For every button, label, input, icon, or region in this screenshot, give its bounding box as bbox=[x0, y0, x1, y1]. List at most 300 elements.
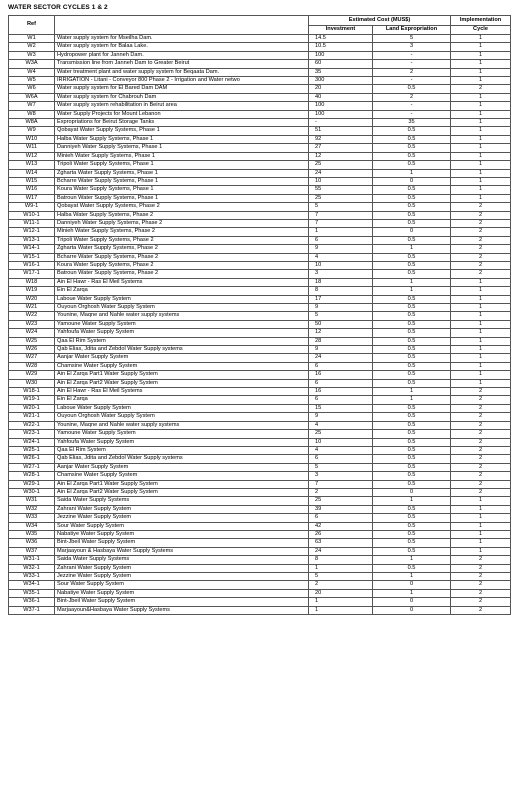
table-row bbox=[9, 93, 511, 101]
cycle-cell: 1 bbox=[451, 60, 511, 68]
land-expropriation-cell: 0.5 bbox=[373, 362, 451, 370]
table-row bbox=[9, 110, 511, 118]
land-expropriation-cell: 0.5 bbox=[373, 194, 451, 202]
land-expropriation-cell: 1 bbox=[373, 556, 451, 564]
investment-cell: 12 bbox=[309, 329, 373, 337]
table-row bbox=[9, 488, 511, 496]
ref-cell: W3A bbox=[9, 60, 55, 68]
cycle-cell: 1 bbox=[451, 346, 511, 354]
ref-cell: W33-1 bbox=[9, 573, 55, 581]
investment-cell: 7 bbox=[309, 480, 373, 488]
description-cell: Ouyoun Orghosh Water Supply System bbox=[55, 304, 309, 312]
description-cell: Bint-Jbeil Water Supply System bbox=[55, 598, 309, 606]
description-cell: Younine, Maqne and Nahle water supply systems bbox=[55, 312, 309, 320]
table-row bbox=[9, 379, 511, 387]
implementation-header: Implementation bbox=[451, 16, 511, 26]
investment-cell: 24 bbox=[309, 547, 373, 555]
land-expropriation-cell: 0.5 bbox=[373, 295, 451, 303]
table-row bbox=[9, 169, 511, 177]
table-row bbox=[9, 480, 511, 488]
land-expropriation-cell: 0.5 bbox=[373, 127, 451, 135]
investment-cell: 25 bbox=[309, 430, 373, 438]
description-cell: Zahrani Water Supply System bbox=[55, 505, 309, 513]
description-cell: Ein El Zarqa bbox=[55, 287, 309, 295]
land-expropriation-cell: 1 bbox=[373, 589, 451, 597]
land-expropriation-cell: - bbox=[373, 110, 451, 118]
description-cell: Yahfoufa Water Supply System bbox=[55, 329, 309, 337]
investment-cell: 14.5 bbox=[309, 35, 373, 43]
cycle-cell: 1 bbox=[451, 505, 511, 513]
land-expropriation-cell: - bbox=[373, 77, 451, 85]
table-row bbox=[9, 211, 511, 219]
ref-cell: W12-1 bbox=[9, 228, 55, 236]
investment-cell: 2 bbox=[309, 581, 373, 589]
cycle-cell: 2 bbox=[451, 480, 511, 488]
ref-cell: W13-1 bbox=[9, 236, 55, 244]
cycle-cell: 1 bbox=[451, 287, 511, 295]
table-row bbox=[9, 438, 511, 446]
investment-cell: 7 bbox=[309, 219, 373, 227]
investment-cell: 5 bbox=[309, 312, 373, 320]
cycle-cell: 1 bbox=[451, 68, 511, 76]
land-expropriation-cell: 0.5 bbox=[373, 219, 451, 227]
table-row bbox=[9, 119, 511, 127]
table-row bbox=[9, 194, 511, 202]
ref-cell: W19-1 bbox=[9, 396, 55, 404]
table-row bbox=[9, 270, 511, 278]
cycle-cell: 1 bbox=[451, 295, 511, 303]
investment-cell: 4 bbox=[309, 421, 373, 429]
cycle-cell: 1 bbox=[451, 514, 511, 522]
description-cell: Danniyeh Water Supply Systems, Phase 2 bbox=[55, 219, 309, 227]
description-cell: Tripoli Water Supply Systems, Phase 1 bbox=[55, 161, 309, 169]
cycle-cell: 1 bbox=[451, 127, 511, 135]
cycle-cell: 2 bbox=[451, 573, 511, 581]
cycle-cell: 1 bbox=[451, 329, 511, 337]
land-expropriation-cell: 0.5 bbox=[373, 236, 451, 244]
land-expropriation-cell: 0.5 bbox=[373, 144, 451, 152]
table-row bbox=[9, 346, 511, 354]
description-cell: Qaa El Rim System bbox=[55, 337, 309, 345]
table-row bbox=[9, 102, 511, 110]
ref-cell: W28-1 bbox=[9, 472, 55, 480]
land-expropriation-cell: 0.5 bbox=[373, 270, 451, 278]
investment-cell: 5 bbox=[309, 573, 373, 581]
cycle-cell: 2 bbox=[451, 598, 511, 606]
table-row bbox=[9, 77, 511, 85]
investment-cell: 24 bbox=[309, 354, 373, 362]
description-cell: Yahfoufa Water Supply System bbox=[55, 438, 309, 446]
land-expropriation-cell: 0.5 bbox=[373, 480, 451, 488]
investment-cell: 5 bbox=[309, 463, 373, 471]
description-cell: Ain El Zarqa Part1 Water Supply System bbox=[55, 480, 309, 488]
table-row bbox=[9, 203, 511, 211]
table-row bbox=[9, 51, 511, 59]
cycle-cell: 2 bbox=[451, 446, 511, 454]
investment-cell: 8 bbox=[309, 556, 373, 564]
land-expropriation-cell: 0.5 bbox=[373, 320, 451, 328]
cycle-cell: 1 bbox=[451, 35, 511, 43]
table-row bbox=[9, 60, 511, 68]
investment-cell: 4 bbox=[309, 253, 373, 261]
table-header-row bbox=[9, 16, 511, 26]
table-row bbox=[9, 522, 511, 530]
investment-cell: 27 bbox=[309, 144, 373, 152]
table-row bbox=[9, 304, 511, 312]
description-cell: Younine, Maqne and Nahle water supply systems bbox=[55, 421, 309, 429]
cycle-cell: 2 bbox=[451, 589, 511, 597]
cycle-cell: 2 bbox=[451, 488, 511, 496]
description-cell: Ain El Zarqa Part2 Water Supply System bbox=[55, 488, 309, 496]
investment-cell: 25 bbox=[309, 161, 373, 169]
cycle-cell: 2 bbox=[451, 203, 511, 211]
investment-cell: 16 bbox=[309, 388, 373, 396]
cycle-cell: 2 bbox=[451, 236, 511, 244]
description-cell: Sour Water Supply System bbox=[55, 581, 309, 589]
investment-cell: 9 bbox=[309, 245, 373, 253]
table-row bbox=[9, 253, 511, 261]
land-expropriation-cell: 0.5 bbox=[373, 547, 451, 555]
ref-cell: W14 bbox=[9, 169, 55, 177]
table-row bbox=[9, 547, 511, 555]
land-expropriation-cell: 1 bbox=[373, 169, 451, 177]
table-row bbox=[9, 329, 511, 337]
cycle-cell: 2 bbox=[451, 219, 511, 227]
ref-cell: W6 bbox=[9, 85, 55, 93]
cycle-cell: 2 bbox=[451, 463, 511, 471]
investment-cell: 300 bbox=[309, 77, 373, 85]
cycle-cell: 1 bbox=[451, 320, 511, 328]
cycle-cell: 2 bbox=[451, 430, 511, 438]
land-expropriation-cell: - bbox=[373, 102, 451, 110]
investment-cell: 39 bbox=[309, 505, 373, 513]
land-expropriation-cell: 0.5 bbox=[373, 379, 451, 387]
ref-cell: W21 bbox=[9, 304, 55, 312]
ref-cell: W16-1 bbox=[9, 261, 55, 269]
land-expropriation-cell: 0.5 bbox=[373, 261, 451, 269]
ref-cell: W35-1 bbox=[9, 589, 55, 597]
investment-cell: 51 bbox=[309, 127, 373, 135]
table-row bbox=[9, 505, 511, 513]
investment-cell: 55 bbox=[309, 186, 373, 194]
ref-cell: W11-1 bbox=[9, 219, 55, 227]
ref-cell: W4 bbox=[9, 68, 55, 76]
description-cell: Qaa El Rim System bbox=[55, 446, 309, 454]
ref-cell: W15-1 bbox=[9, 253, 55, 261]
land-expropriation-cell: 0 bbox=[373, 177, 451, 185]
land-expropriation-cell: 1 bbox=[373, 245, 451, 253]
investment-cell: 40 bbox=[309, 93, 373, 101]
table-row bbox=[9, 337, 511, 345]
ref-cell: W29-1 bbox=[9, 480, 55, 488]
description-cell: Yamoune Water Supply System bbox=[55, 430, 309, 438]
cycle-cell: 1 bbox=[451, 186, 511, 194]
investment-cell: - bbox=[309, 119, 373, 127]
ref-cell: W34-1 bbox=[9, 581, 55, 589]
ref-cell: W17 bbox=[9, 194, 55, 202]
ref-cell: W18 bbox=[9, 278, 55, 286]
cycle-cell: 1 bbox=[451, 77, 511, 85]
cycle-cell: 1 bbox=[451, 362, 511, 370]
investment-cell: 35 bbox=[309, 68, 373, 76]
table-row bbox=[9, 556, 511, 564]
cycle-cell: 1 bbox=[451, 354, 511, 362]
description-cell: Qobayat Water Supply Systems, Phase 1 bbox=[55, 127, 309, 135]
description-cell: Ain El Hawr - Ras El Meil Systems bbox=[55, 388, 309, 396]
land-expropriation-cell: 0.5 bbox=[373, 253, 451, 261]
cycle-cell: 1 bbox=[451, 119, 511, 127]
description-cell: Zgharta Water Supply Systems, Phase 1 bbox=[55, 169, 309, 177]
ref-cell: W13 bbox=[9, 161, 55, 169]
investment-cell: 3 bbox=[309, 270, 373, 278]
table-row bbox=[9, 354, 511, 362]
cycle-cell: 2 bbox=[451, 270, 511, 278]
ref-cell: W7 bbox=[9, 102, 55, 110]
investment-cell: 2 bbox=[309, 488, 373, 496]
description-cell: Nabatiye Water Supply System bbox=[55, 589, 309, 597]
investment-cell: 50 bbox=[309, 320, 373, 328]
table-row bbox=[9, 135, 511, 143]
land-expropriation-cell: 1 bbox=[373, 287, 451, 295]
description-cell: Bcharre Water Supply Systems, Phase 2 bbox=[55, 253, 309, 261]
investment-cell: 10.5 bbox=[309, 43, 373, 51]
description-header bbox=[55, 16, 309, 35]
description-cell: IRRIGATION - Litani - Conveyor 800 Phase 2 - Irrigation and Water netwo bbox=[55, 77, 309, 85]
ref-cell: W24 bbox=[9, 329, 55, 337]
investment-cell: 9 bbox=[309, 413, 373, 421]
ref-cell: W36-1 bbox=[9, 598, 55, 606]
description-cell: Marjaayoun & Hasbaya Water Supply Systems bbox=[55, 547, 309, 555]
table-row bbox=[9, 261, 511, 269]
ref-cell: W21-1 bbox=[9, 413, 55, 421]
investment-cell: 10 bbox=[309, 438, 373, 446]
cycle-cell: 1 bbox=[451, 497, 511, 505]
ref-cell: W16 bbox=[9, 186, 55, 194]
land-expropriation-cell: 1 bbox=[373, 388, 451, 396]
ref-cell: W8A bbox=[9, 119, 55, 127]
investment-cell: 5 bbox=[309, 203, 373, 211]
description-cell: Laboue Water Supply System bbox=[55, 404, 309, 412]
ref-cell: W9 bbox=[9, 127, 55, 135]
cycle-cell: 2 bbox=[451, 85, 511, 93]
cycle-cell: 2 bbox=[451, 396, 511, 404]
ref-cell: W22-1 bbox=[9, 421, 55, 429]
land-expropriation-cell: 0.5 bbox=[373, 135, 451, 143]
description-cell: Minieh Water Supply Systems, Phase 1 bbox=[55, 152, 309, 160]
description-cell: Tripoli Water Supply Systems, Phase 2 bbox=[55, 236, 309, 244]
description-cell: Koura Water Supply Systems, Phase 1 bbox=[55, 186, 309, 194]
description-cell: Aanjar Water Supply System bbox=[55, 463, 309, 471]
land-expropriation-cell: 0.5 bbox=[373, 430, 451, 438]
table-row bbox=[9, 295, 511, 303]
investment-header: Investment bbox=[309, 26, 373, 35]
ref-cell: W24-1 bbox=[9, 438, 55, 446]
description-cell: Minieh Water Supply Systems, Phase 2 bbox=[55, 228, 309, 236]
ref-cell: W31 bbox=[9, 497, 55, 505]
ref-cell: W26-1 bbox=[9, 455, 55, 463]
table-row bbox=[9, 598, 511, 606]
investment-cell: 6 bbox=[309, 455, 373, 463]
investment-cell: 1 bbox=[309, 228, 373, 236]
investment-cell: 17 bbox=[309, 295, 373, 303]
cycle-cell: 1 bbox=[451, 177, 511, 185]
ref-cell: W27 bbox=[9, 354, 55, 362]
land-expropriation-cell: 1 bbox=[373, 573, 451, 581]
cycle-cell: 1 bbox=[451, 152, 511, 160]
table-row bbox=[9, 472, 511, 480]
land-expropriation-cell: 0.5 bbox=[373, 463, 451, 471]
ref-cell: W27-1 bbox=[9, 463, 55, 471]
table-row bbox=[9, 388, 511, 396]
investment-cell: 4 bbox=[309, 446, 373, 454]
table-row bbox=[9, 371, 511, 379]
cycle-cell: 1 bbox=[451, 169, 511, 177]
table-row bbox=[9, 539, 511, 547]
cycle-cell: 1 bbox=[451, 161, 511, 169]
table-row bbox=[9, 219, 511, 227]
ref-cell: W10 bbox=[9, 135, 55, 143]
ref-cell: W11 bbox=[9, 144, 55, 152]
investment-cell: 16 bbox=[309, 371, 373, 379]
description-cell: Chamsine Water Supply System bbox=[55, 472, 309, 480]
ref-cell: W9-1 bbox=[9, 203, 55, 211]
cycle-cell: 1 bbox=[451, 522, 511, 530]
land-expropriation-cell: 0.5 bbox=[373, 85, 451, 93]
description-cell: Jezzine Water Supply System bbox=[55, 573, 309, 581]
cycle-cell: 2 bbox=[451, 245, 511, 253]
land-expropriation-cell: 0.5 bbox=[373, 446, 451, 454]
table-row bbox=[9, 312, 511, 320]
table-row bbox=[9, 564, 511, 572]
investment-cell: 63 bbox=[309, 539, 373, 547]
description-cell: Halba Water Supply Systems, Phase 1 bbox=[55, 135, 309, 143]
cycle-cell: 1 bbox=[451, 539, 511, 547]
description-cell: Qab Elias, Jdita and Zebdol Water Supply systems bbox=[55, 455, 309, 463]
ref-cell: W30 bbox=[9, 379, 55, 387]
land-expropriation-cell: 0.5 bbox=[373, 522, 451, 530]
description-cell: Ain El Zarqa Part1 Water Supply System bbox=[55, 371, 309, 379]
ref-cell: W19 bbox=[9, 287, 55, 295]
ref-cell: W17-1 bbox=[9, 270, 55, 278]
investment-cell: 24 bbox=[309, 169, 373, 177]
investment-cell: 12 bbox=[309, 152, 373, 160]
description-cell: Halba Water Supply Systems, Phase 2 bbox=[55, 211, 309, 219]
description-cell: Water Supply Projects for Mount Lebanon bbox=[55, 110, 309, 118]
land-expropriation-cell: 2 bbox=[373, 68, 451, 76]
table-row bbox=[9, 606, 511, 614]
description-cell: Saida Water Supply Systems bbox=[55, 556, 309, 564]
table-row bbox=[9, 287, 511, 295]
investment-cell: 3 bbox=[309, 472, 373, 480]
cycle-cell: 1 bbox=[451, 194, 511, 202]
cycle-cell: 2 bbox=[451, 261, 511, 269]
ref-cell: W12 bbox=[9, 152, 55, 160]
land-expropriation-cell: 0.5 bbox=[373, 346, 451, 354]
land-expropriation-cell: 3 bbox=[373, 43, 451, 51]
ref-cell: W26 bbox=[9, 346, 55, 354]
ref-cell: W34 bbox=[9, 522, 55, 530]
investment-cell: 15 bbox=[309, 404, 373, 412]
cycle-cell: 1 bbox=[451, 312, 511, 320]
ref-cell: W36 bbox=[9, 539, 55, 547]
cycle-cell: 2 bbox=[451, 455, 511, 463]
description-cell: Ouyoun Orghosh Water Supply System bbox=[55, 413, 309, 421]
cycle-cell: 2 bbox=[451, 388, 511, 396]
ref-cell: W2 bbox=[9, 43, 55, 51]
cycle-cell: 1 bbox=[451, 144, 511, 152]
investment-cell: 100 bbox=[309, 51, 373, 59]
ref-cell: W29 bbox=[9, 371, 55, 379]
table-row bbox=[9, 127, 511, 135]
investment-cell: 6 bbox=[309, 236, 373, 244]
table-row bbox=[9, 144, 511, 152]
investment-cell: 6 bbox=[309, 514, 373, 522]
land-expropriation-cell: 0.5 bbox=[373, 514, 451, 522]
ref-cell: W25-1 bbox=[9, 446, 55, 454]
table-row bbox=[9, 278, 511, 286]
ref-cell: W32-1 bbox=[9, 564, 55, 572]
cycle-cell: 1 bbox=[451, 135, 511, 143]
cycle-cell: 1 bbox=[451, 93, 511, 101]
investment-cell: 6 bbox=[309, 362, 373, 370]
ref-header: Ref bbox=[9, 16, 55, 35]
table-body bbox=[9, 35, 511, 615]
table-row bbox=[9, 320, 511, 328]
description-cell: Ain El Hawr - Ras El Meil Systems bbox=[55, 278, 309, 286]
description-cell: Aanjar Water Supply System bbox=[55, 354, 309, 362]
ref-cell: W23 bbox=[9, 320, 55, 328]
investment-cell: 7 bbox=[309, 211, 373, 219]
cycle-cell: 2 bbox=[451, 413, 511, 421]
cycle-cell: 2 bbox=[451, 556, 511, 564]
description-cell: Water supply system for Chabrouh Dam bbox=[55, 93, 309, 101]
land-expropriation-cell: - bbox=[373, 51, 451, 59]
land-expropriation-cell: 0.5 bbox=[373, 304, 451, 312]
cycle-header: Cycle bbox=[451, 26, 511, 35]
cycle-cell: 2 bbox=[451, 564, 511, 572]
ref-cell: W30-1 bbox=[9, 488, 55, 496]
land-expropriation-cell: 0.5 bbox=[373, 337, 451, 345]
land-expropriation-cell: 1 bbox=[373, 497, 451, 505]
table-row bbox=[9, 404, 511, 412]
description-cell: Nabatiye Water Supply System bbox=[55, 530, 309, 538]
description-cell: Jezzine Water Supply System bbox=[55, 514, 309, 522]
investment-cell: 26 bbox=[309, 530, 373, 538]
ref-cell: W18-1 bbox=[9, 388, 55, 396]
investment-cell: 1 bbox=[309, 564, 373, 572]
land-expropriation-cell: 0.5 bbox=[373, 161, 451, 169]
ref-cell: W28 bbox=[9, 362, 55, 370]
description-cell: Yamoune Water Supply System bbox=[55, 320, 309, 328]
investment-cell: 25 bbox=[309, 194, 373, 202]
cycle-cell: 1 bbox=[451, 43, 511, 51]
table-row bbox=[9, 581, 511, 589]
water-sector-table bbox=[8, 15, 511, 615]
investment-cell: 28 bbox=[309, 337, 373, 345]
table-row bbox=[9, 455, 511, 463]
description-cell: Ein El Zarqa bbox=[55, 396, 309, 404]
table-row bbox=[9, 177, 511, 185]
cycle-cell: 1 bbox=[451, 547, 511, 555]
cycle-cell: 1 bbox=[451, 371, 511, 379]
investment-cell: 6 bbox=[309, 396, 373, 404]
description-cell: Water supply system for El Bared Dam DAM bbox=[55, 85, 309, 93]
land-expropriation-cell: 0.5 bbox=[373, 530, 451, 538]
description-cell: Zahrani Water Supply System bbox=[55, 564, 309, 572]
investment-cell: 100 bbox=[309, 102, 373, 110]
ref-cell: W15 bbox=[9, 177, 55, 185]
land-expropriation-cell: 0.5 bbox=[373, 413, 451, 421]
